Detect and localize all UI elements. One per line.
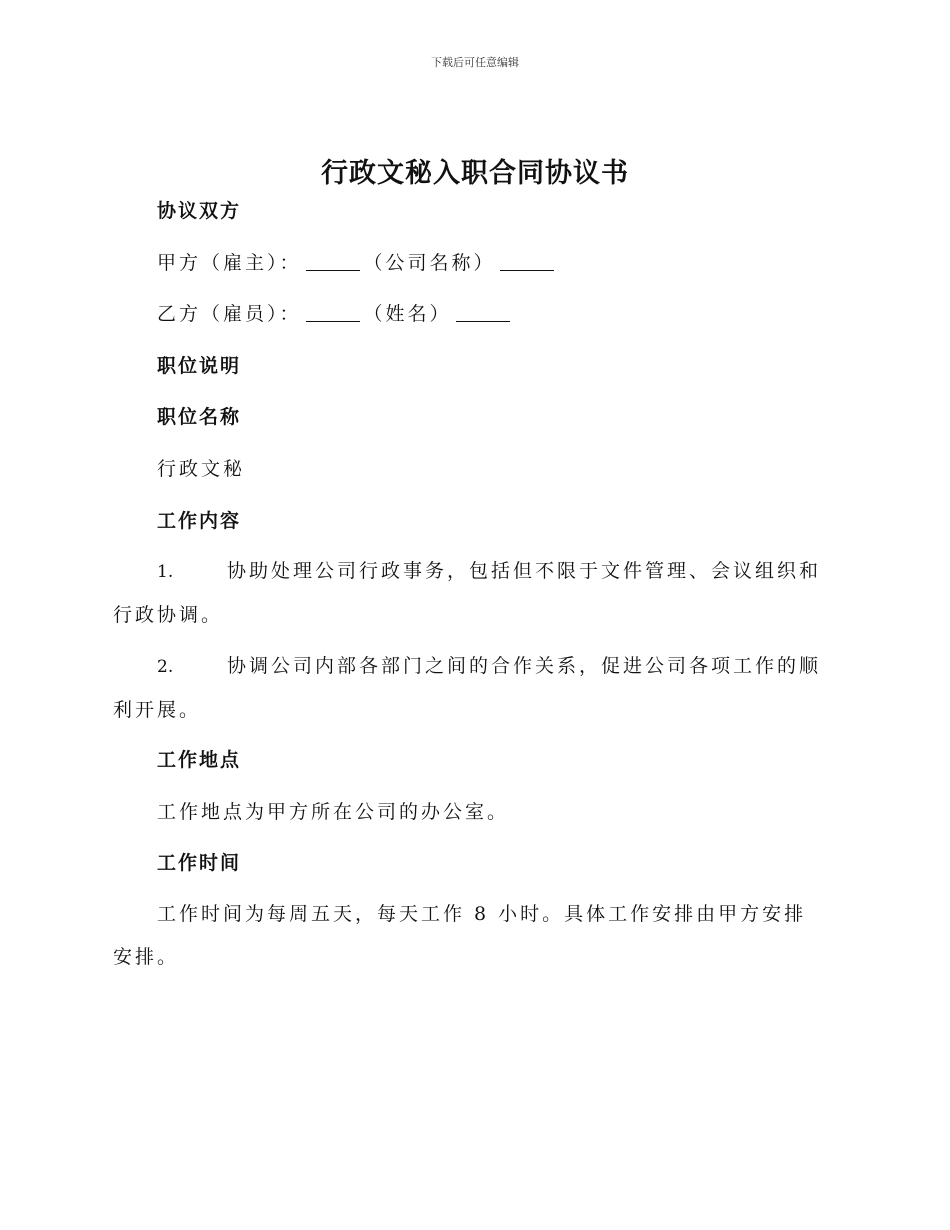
party-a-line [157,251,558,275]
party-b-label: 乙方（雇员）： [157,303,302,325]
party-a-blank-field[interactable] [306,252,360,271]
party-a-blank-field-2[interactable] [500,252,554,271]
party-a-label: 甲方（雇主）： [157,252,302,274]
party-b-line [157,302,514,326]
duty-item-text: 协调公司内部各部门之间的合作关系，促进公司各项工作的顺利开展。 [113,655,822,721]
section-heading-duties: 工作内容 [157,510,242,532]
document-title: 行政文秘入职合同协议书 [321,158,629,189]
duty-item [113,550,838,637]
party-b-hint: （姓名） [363,303,452,325]
party-b-blank-field-2[interactable] [456,303,510,322]
header-note: 下载后可任意编辑 [431,56,519,69]
subheading-position-name: 职位名称 [157,406,242,428]
duty-item-number: 2. [157,657,174,677]
party-a-hint: （公司名称） [363,252,496,274]
location-text: 工作地点为甲方所在公司的办公室。 [157,801,510,823]
party-b-blank-field[interactable] [306,303,360,322]
duty-item-text: 协助处理公司行政事务，包括但不限于文件管理、会议组织和行政协调。 [113,560,822,626]
position-name-value: 行政文秘 [157,458,246,480]
section-heading-position: 职位说明 [157,355,242,377]
duty-item [113,645,838,732]
hours-text: 工作时间为每周五天，每天工作 8 小时。具体工作安排由甲方安排安排。 [113,903,807,968]
section-heading-location: 工作地点 [157,749,242,771]
section-heading-parties: 协议双方 [157,200,242,222]
section-heading-hours: 工作时间 [157,852,242,874]
duty-item-number: 1. [157,562,174,582]
